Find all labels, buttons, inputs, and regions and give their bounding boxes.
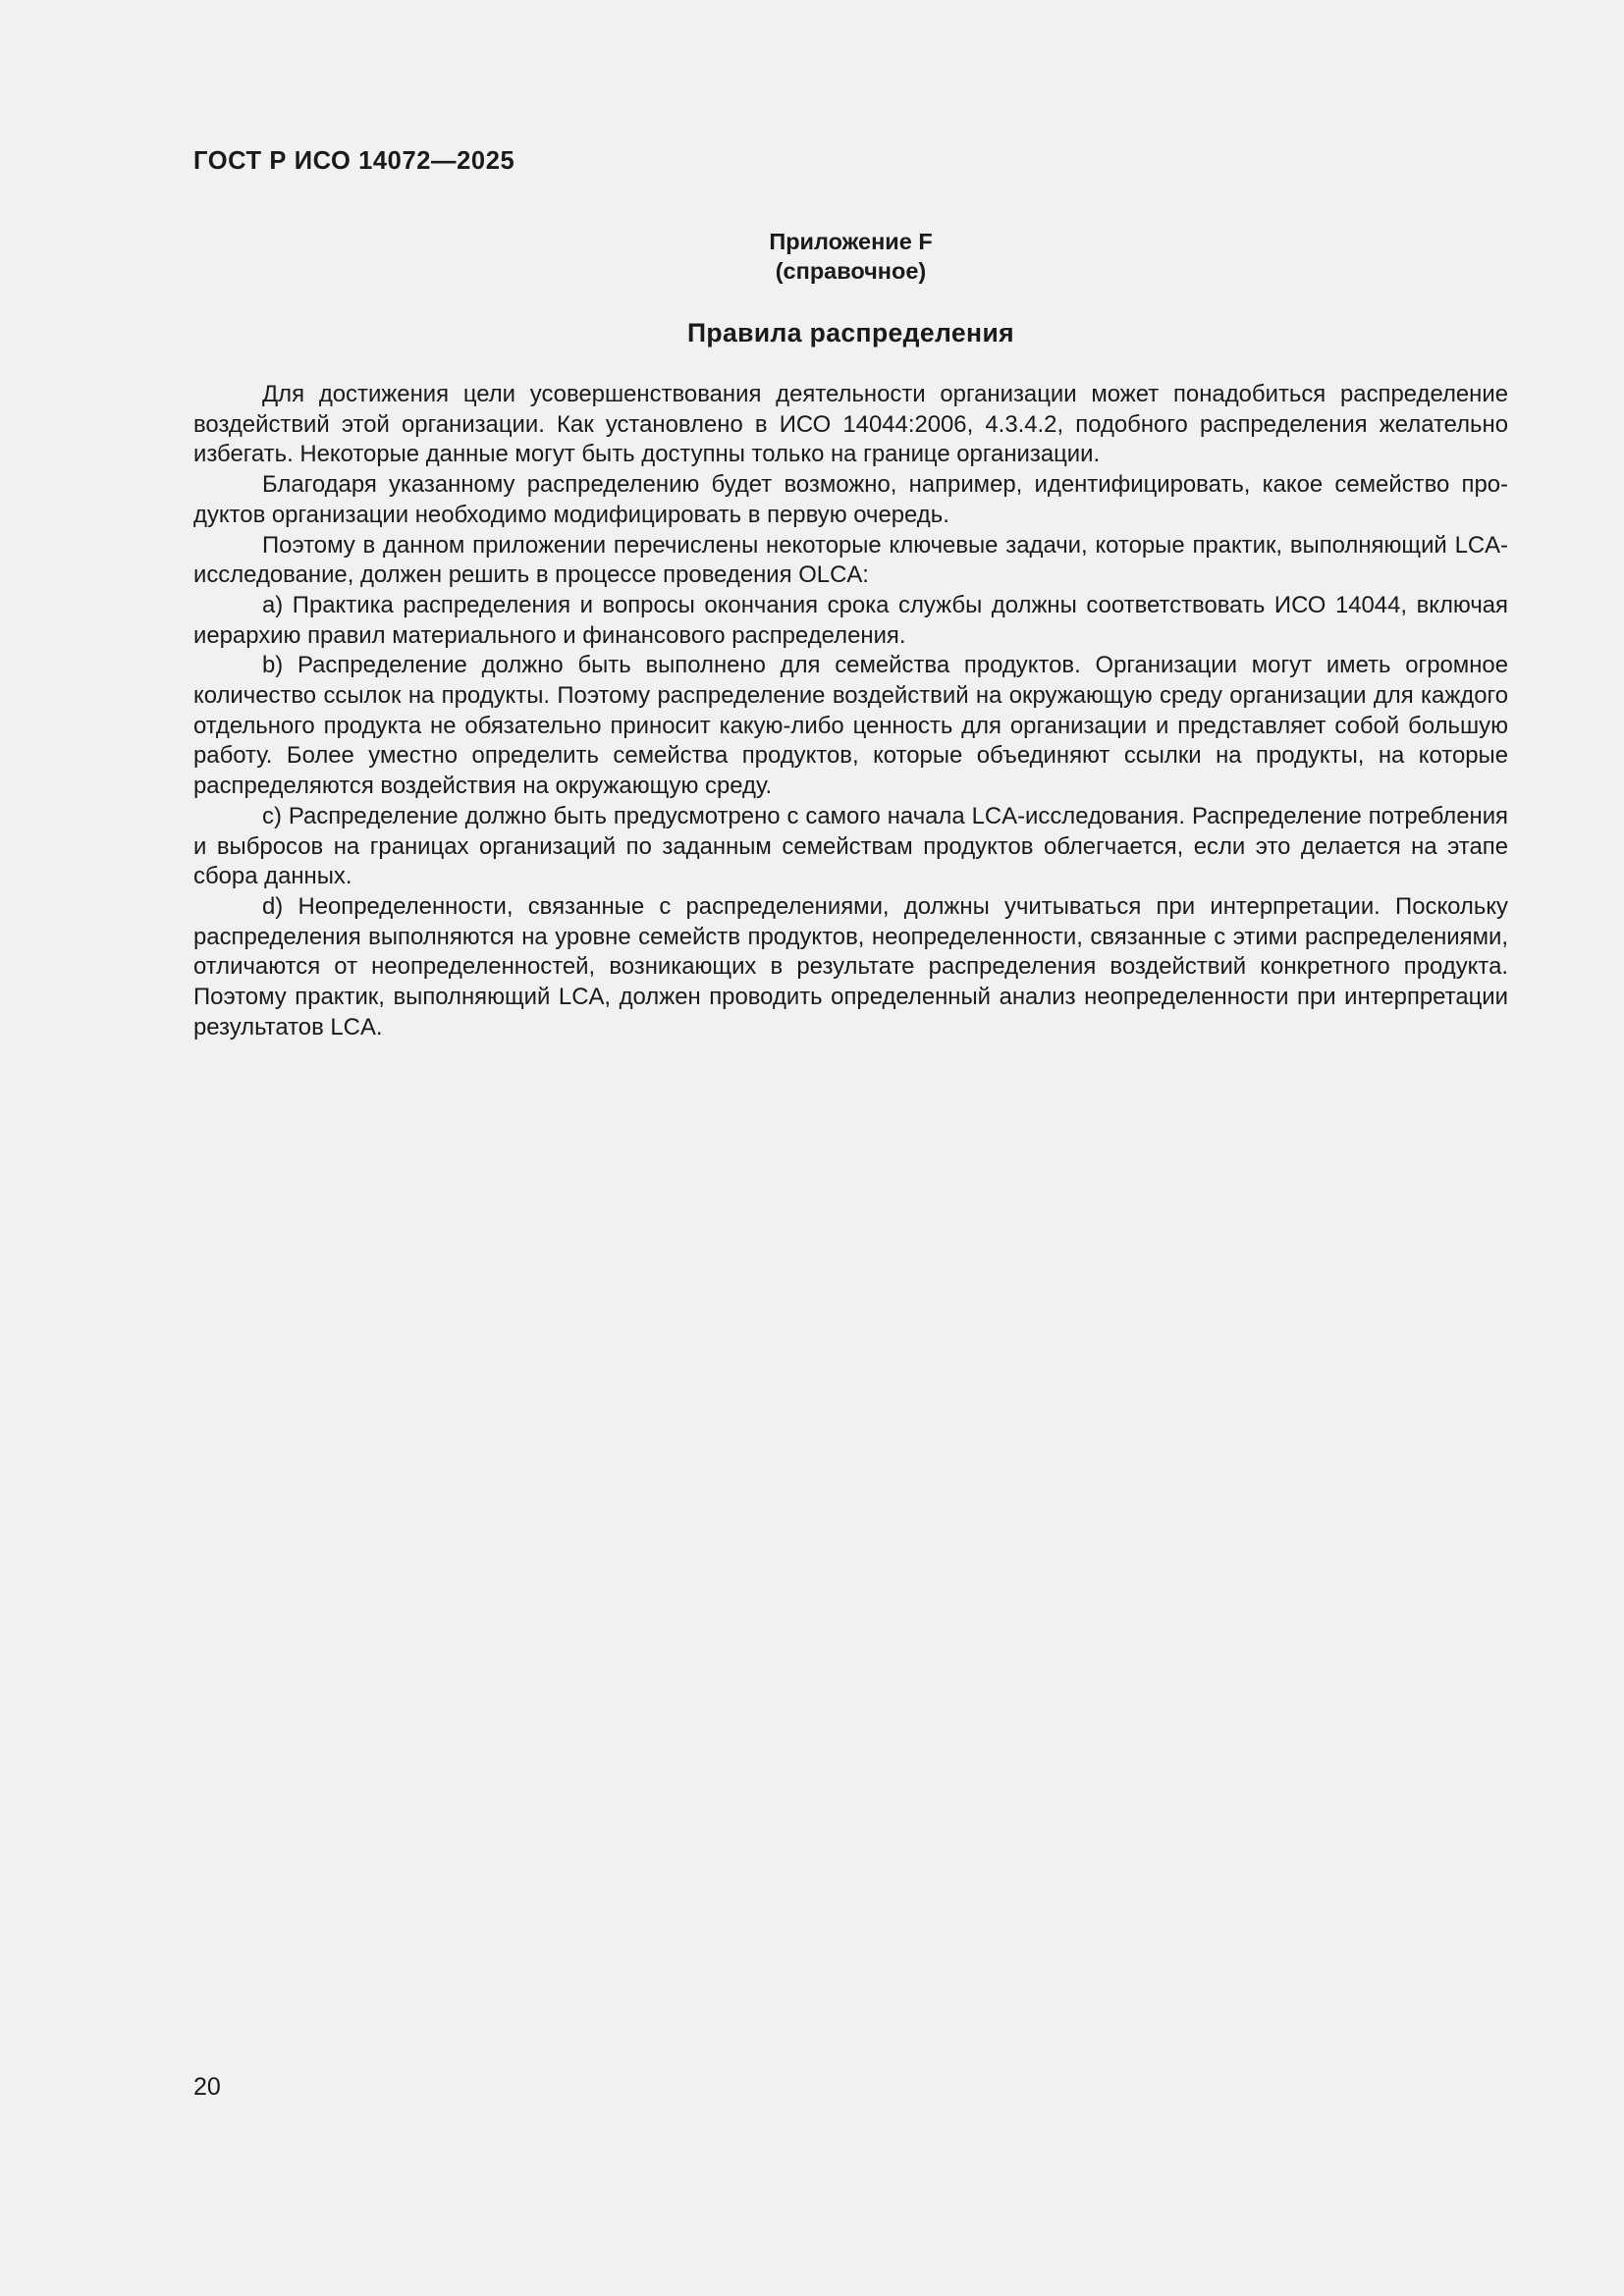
annex-title: Приложение F [769, 229, 933, 254]
body-text [193, 380, 1508, 1042]
paragraph-purpose: Благодаря указанному распределению будет возможно, например, идентифицировать, какое семейство продуктов организации необходимо модифицировать в первую очередь. [193, 471, 1508, 528]
page-number: 20 [193, 2073, 221, 2101]
paragraph-tasks-intro: Поэтому в данном приложении перечислены некоторые ключевые задачи, которые практик, выполняющий LCA-исследование, должен решить в процессе проведения OLCA: [193, 531, 1508, 589]
paragraph-intro: Для достижения цели усовершенствования деятельности организации может понадобиться распределение воздействий этой организации. Как установлено в ИСО 14044:2006, 4.3.4.2, подобного распределения желательно избегать. Некоторые данные могут быть доступны только на границе организации. [193, 381, 1508, 468]
annex-heading [193, 227, 1508, 286]
list-item-a: a) Практика распределения и вопросы окончания срока службы должны соответствовать ИСО 14044, включая иерархию правил материального и финансового распределения. [193, 591, 1508, 649]
list-item-c: c) Распределение должно быть предусмотрено с самого начала LCA-исследования. Распределение потребления и выбросов на границах организаций по заданным семействам продуктов облегчается, если это делается на этапе сбора данных. [193, 802, 1508, 890]
section-title: Правила распределения [686, 318, 1015, 347]
document-header: ГОСТ Р ИСО 14072—2025 [193, 147, 515, 175]
list-item-b: b) Распределение должно быть выполнено для семейства продуктов. Организации могут иметь огромное количество ссылок на продукты. Поэтому распределение воздействий на окружающую среду организации для каждого отдельного продукта не обязательно приносит какую-либо ценность для организации и представляет собой большую работу. Более уместно определить семейства продуктов, которые объединяют ссылки на продукты, на которые распределяются воздействия на окружающую среду. [193, 652, 1508, 800]
annex-status: (справочное) [775, 258, 927, 284]
list-item-d: d) Неопределенности, связанные с распределениями, должны учитываться при интерпретации. Поскольку распределения выполняются на уровне семейств продуктов, неопределенности, связанные с этими распределениями, отличаются от неопределенностей, возникающих в результате распределения воздействий конкретного продукта. Поэтому практик, выполняющий LCA, должен проводить определенный анализ неопределенности при интерпретации результатов LCA. [193, 892, 1508, 1041]
